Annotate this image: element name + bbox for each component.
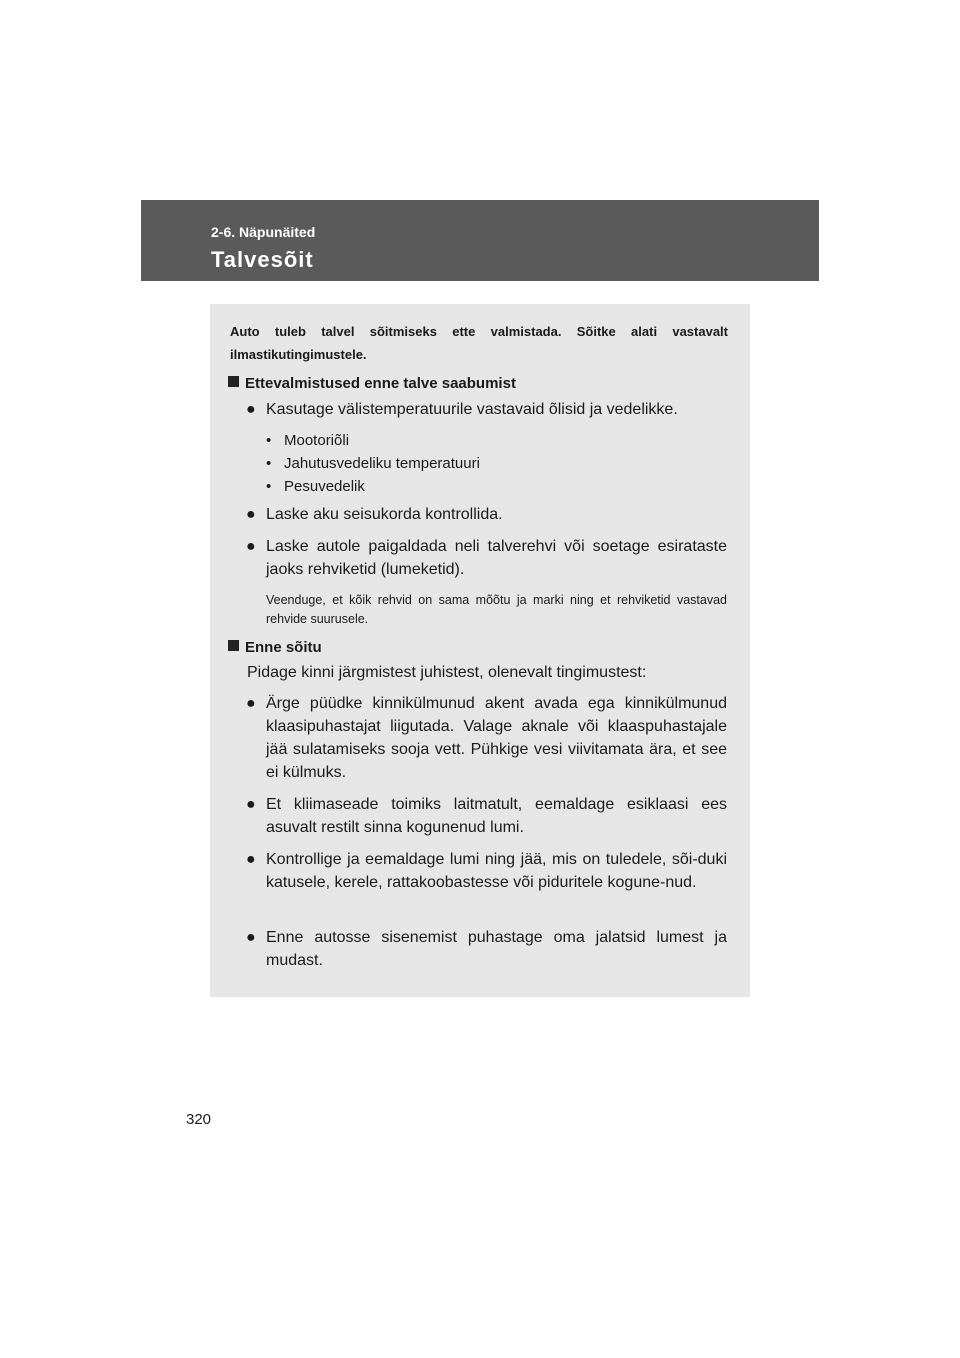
content-panel — [210, 304, 750, 997]
square-bullet-icon — [228, 640, 239, 651]
list-item: ● Enne autosse sisenemist puhastage oma jalatsid lumest ja mudast. — [246, 926, 727, 972]
sub-list-item: • Jahutusvedeliku temperatuuri — [266, 453, 480, 475]
list-item: ● Kasutage välistemperatuurile vastavaid õlisid ja vedelikke. — [246, 398, 727, 421]
square-bullet-icon — [228, 376, 239, 387]
section-heading-before-driving — [228, 638, 322, 658]
list-item: ● Laske aku seisukorda kontrollida. — [246, 503, 727, 526]
bullet-icon: • — [266, 432, 272, 449]
lead-text: Pidage kinni järgmistest juhistest, olenevalt tingimustest: — [247, 664, 647, 681]
list-item: ● Ärge püüdke kinnikülmunud akent avada ega kinnikülmunud klaasipuhastajat liigutada. Valage aknale või klaaspuhastajale jää sulatamiseks sooja vett. Pühkige vesi viivitamata ära, et see ei külmuks. — [246, 692, 727, 784]
bullet-dot-icon: ● — [246, 401, 256, 418]
section-heading-preparation — [228, 374, 516, 394]
page-number: 320 — [186, 1111, 212, 1128]
bullet-dot-icon: ● — [246, 538, 256, 555]
bullet-dot-icon: ● — [246, 695, 256, 712]
sub-list-item: • Mootoriõli — [266, 430, 349, 452]
list-item: ● Kontrollige ja eemaldage lumi ning jää, mis on tuledele, sõi-duki katusele, kerele, rattakoobastesse või piduritele kogune-nud. — [246, 848, 727, 894]
list-item: ● Et kliimaseade toimiks laitmatult, eemaldage esiklaasi ees asuvalt restilt sinna kogunenud lumi. — [246, 793, 727, 839]
bullet-dot-icon: ● — [246, 851, 256, 868]
page-title: Talvesõit — [211, 247, 314, 272]
sub-list-item: • Pesuvedelik — [266, 476, 365, 498]
bullet-icon: • — [266, 455, 272, 472]
intro-text: Auto tuleb talvel sõitmiseks ette valmistada. Sõitke alati vastavalt ilmastikutingimustele. — [230, 324, 728, 362]
list-item: ● Laske autole paigaldada neli talverehvi või soetage esirataste jaoks rehviketid (lumeketid). — [246, 535, 727, 581]
section-number: 2-6. Näpunäited — [211, 224, 316, 240]
bullet-dot-icon: ● — [246, 796, 256, 813]
heading-text: Enne sõitu — [245, 639, 322, 656]
note-text: Veenduge, et kõik rehvid on sama mõõtu ja marki ning et rehviketid vastavad rehvide suurusele. — [266, 593, 727, 626]
section-header — [141, 200, 819, 281]
bullet-icon: • — [266, 478, 272, 495]
heading-text: Ettevalmistused enne talve saabumist — [245, 375, 516, 392]
bullet-dot-icon: ● — [246, 506, 256, 523]
bullet-dot-icon: ● — [246, 929, 256, 946]
